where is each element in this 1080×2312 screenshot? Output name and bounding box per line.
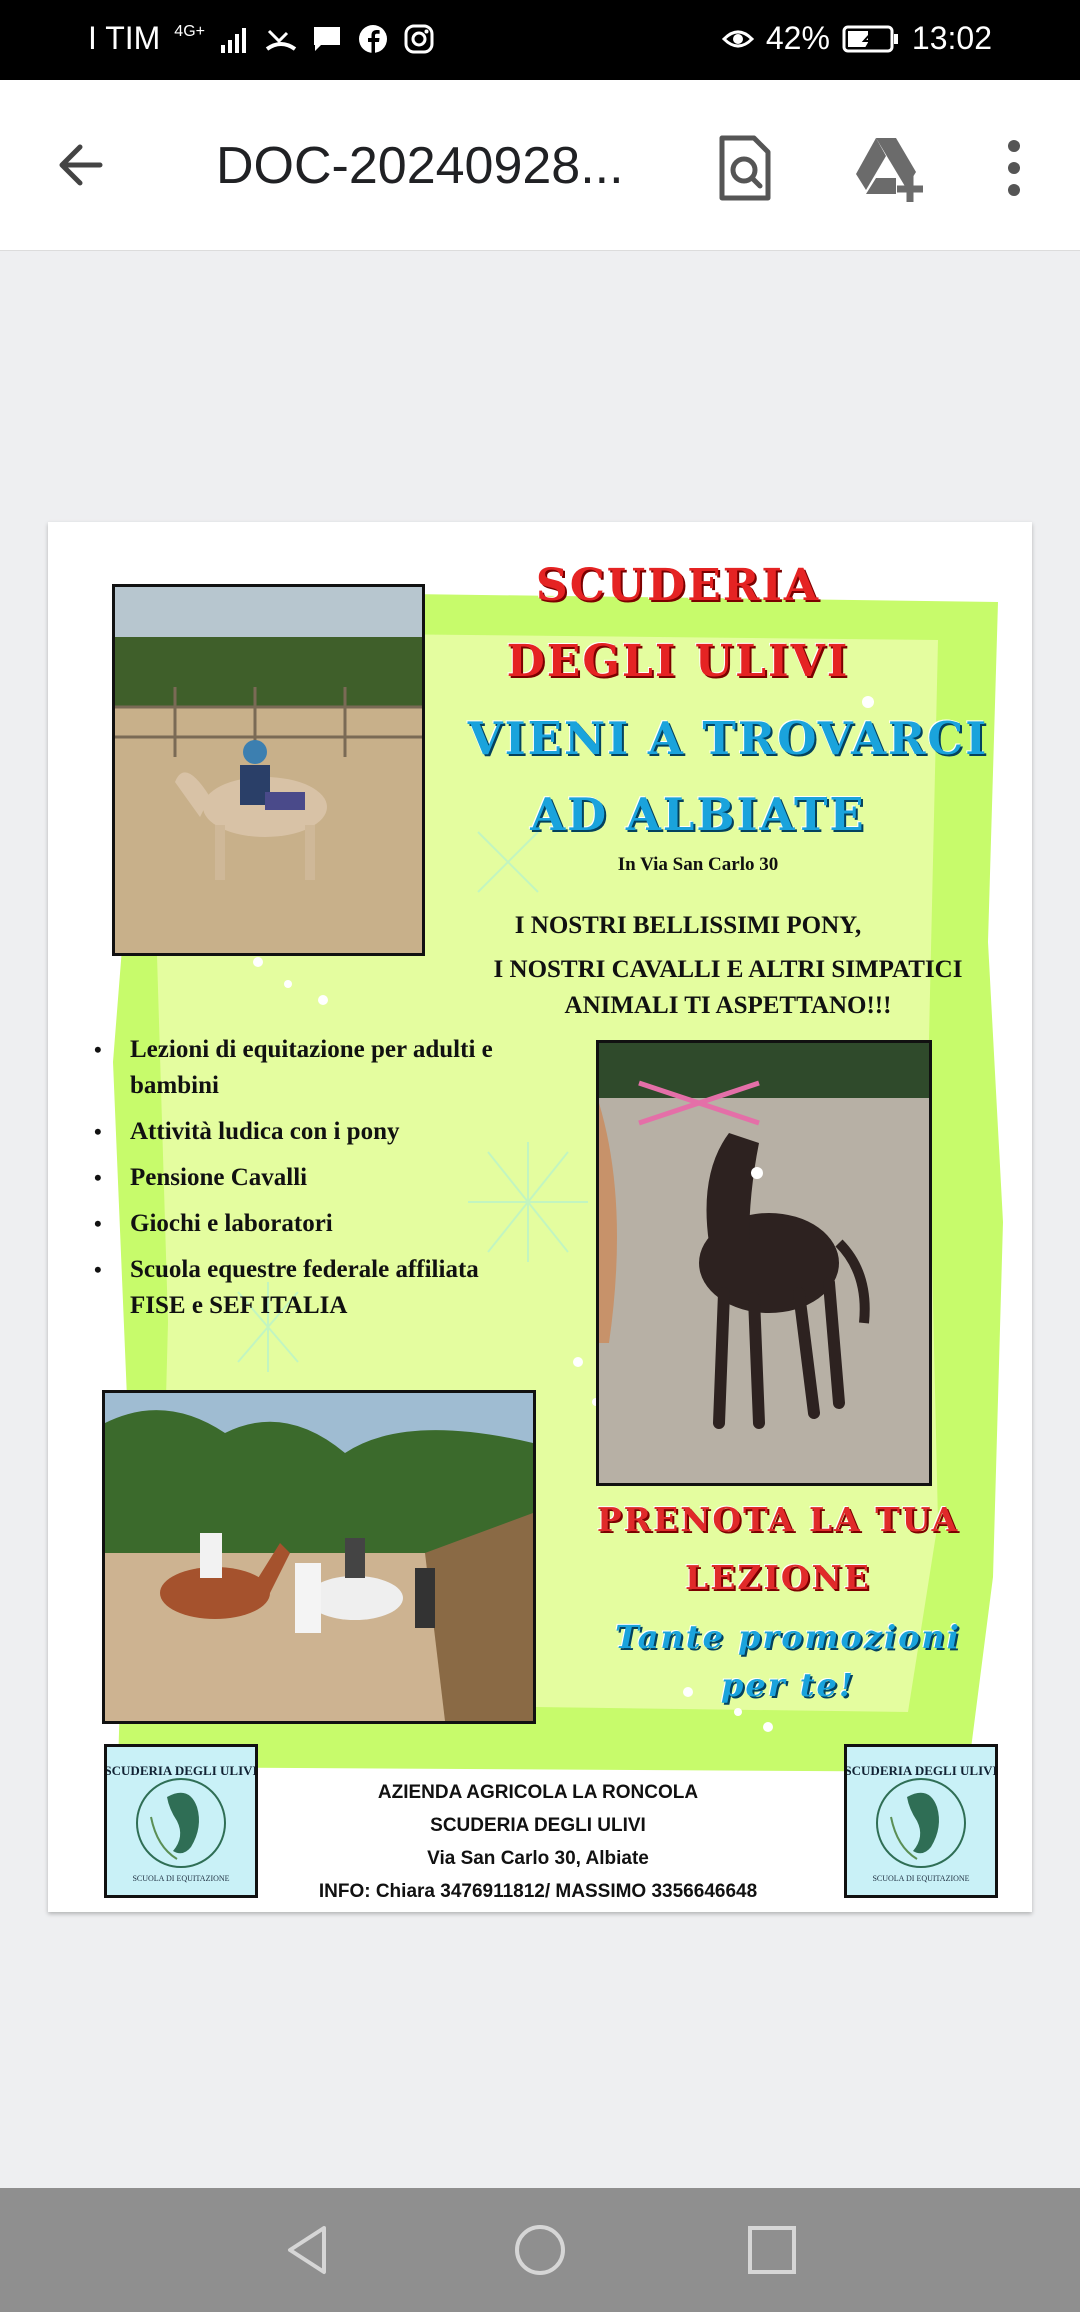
footer-line3: Via San Carlo 30, Albiate [427, 1848, 649, 1869]
pony-photo [112, 584, 425, 956]
footer-line2: SCUDERIA DEGLI ULIVI [430, 1815, 646, 1836]
svg-text:SCUOLA DI EQUITAZIONE: SCUOLA DI EQUITAZIONE [872, 1874, 970, 1883]
system-navigation-bar [0, 2188, 1080, 2312]
service-item: • Lezioni di equitazione per adulti e bambini [86, 1032, 506, 1104]
facebook-icon [357, 23, 389, 55]
more-options-icon[interactable] [996, 132, 1032, 204]
status-bar [0, 0, 1080, 80]
message-icon [311, 23, 343, 55]
instagram-icon [403, 23, 435, 55]
service-item: • Pensione Cavalli [86, 1160, 506, 1196]
svg-text:SCUDERIA DEGLI ULIVI: SCUDERIA DEGLI ULIVI [107, 1763, 255, 1778]
cta-line2: LEZIONE [685, 1558, 871, 1597]
nav-back-icon[interactable] [280, 2222, 336, 2278]
horse-logo-icon [847, 1747, 995, 1895]
cta-line1: PRENOTA LA TUA [596, 1500, 960, 1539]
battery-icon [842, 24, 900, 54]
flyer-headline-line1: VIENI A TROVARCI [467, 712, 989, 765]
missed-call-icon [265, 23, 297, 55]
nav-home-icon[interactable] [512, 2222, 568, 2278]
service-item: • Attività ludica con i pony [86, 1114, 506, 1150]
flyer-intro-line1: I NOSTRI BELLISSIMI PONY, [514, 912, 862, 939]
eye-comfort-icon [722, 23, 754, 55]
back-arrow-icon[interactable] [50, 132, 116, 198]
scuderia-logo-left [104, 1744, 258, 1898]
services-list [86, 1032, 506, 1334]
clock: 13:02 [911, 20, 992, 56]
flyer-intro-line3: ANIMALI TI ASPETTANO!!! [564, 992, 892, 1019]
carrier-label: I TIM [88, 20, 161, 56]
riding-lesson-photo [102, 1390, 536, 1724]
nav-recents-icon[interactable] [744, 2222, 800, 2278]
flyer-headline-line2: AD ALBIATE [530, 788, 866, 841]
add-to-drive-icon[interactable] [852, 132, 924, 204]
svg-text:SCUOLA DI EQUITAZIONE: SCUOLA DI EQUITAZIONE [132, 1874, 230, 1883]
network-label: 4G+ [174, 22, 205, 40]
promo-line1: Tante promozioni [615, 1618, 961, 1656]
service-item: • Giochi e laboratori [86, 1206, 506, 1242]
promo-line2: per te! [721, 1666, 855, 1704]
signal-icon [219, 23, 251, 55]
flyer-intro-line2: I NOSTRI CAVALLI E ALTRI SIMPATICI [493, 956, 963, 983]
footer-line1: AZIENDA AGRICOLA LA RONCOLA [377, 1782, 699, 1803]
foal-photo [596, 1040, 932, 1486]
scuderia-logo-right [844, 1744, 998, 1898]
footer-contact-line: INFO: Chiara 3476911812/ MASSIMO 3356646648 [318, 1881, 758, 1902]
battery-percent: 42% [765, 20, 830, 56]
service-item: • Scuola equestre federale affiliata FISE e SEF ITALIA [86, 1252, 506, 1324]
document-page[interactable] [48, 522, 1032, 1912]
horse-logo-icon [107, 1747, 255, 1895]
document-title: DOC-20240928... [216, 137, 624, 195]
app-bar [0, 80, 1080, 251]
flyer-title-line1: SCUDERIA [535, 560, 821, 611]
flyer-address-line: In Via San Carlo 30 [617, 854, 779, 875]
find-in-document-icon[interactable] [712, 132, 778, 204]
flyer-title-line2: DEGLI ULIVI [506, 636, 850, 687]
svg-text:SCUDERIA DEGLI ULIVI: SCUDERIA DEGLI ULIVI [847, 1763, 995, 1778]
